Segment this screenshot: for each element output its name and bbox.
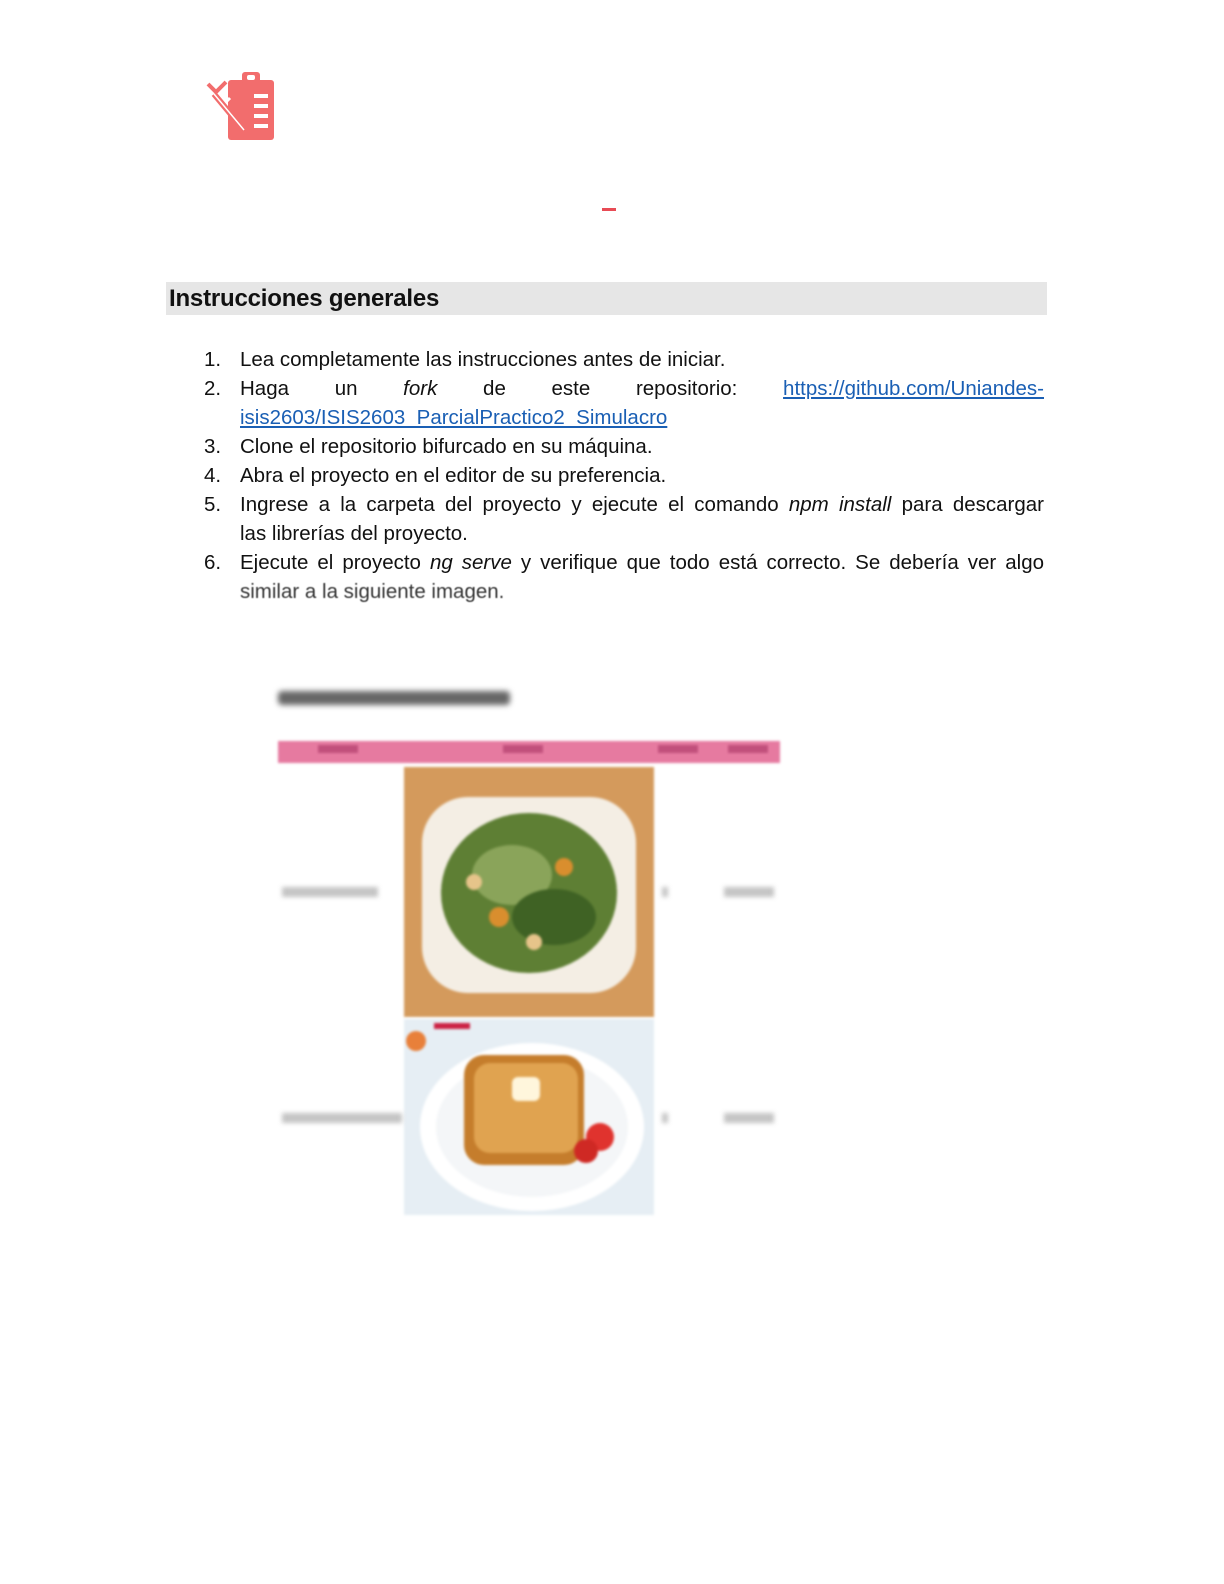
list-item: 6. Ejecute el proyecto ng serve y verifique que todo está correcto. Se debería ver algo similar a la siguiente imagen. <box>196 548 1044 591</box>
step-text: Abra el proyecto en el editor de su preferencia. <box>240 464 667 487</box>
blurred-cell <box>724 1113 774 1123</box>
list-item: 5. Ingrese a la carpeta del proyecto y ejecute el comando npm install para descargar las librerías del proyecto. <box>196 490 1044 548</box>
decorative-dash <box>602 208 616 211</box>
instructions-list <box>196 345 1044 603</box>
section-heading: Instrucciones generales <box>169 285 440 312</box>
list-item: 1. Lea completamente las instrucciones antes de iniciar. <box>204 348 726 371</box>
blurred-table-header <box>278 741 780 763</box>
clipboard-checklist-icon <box>206 70 276 142</box>
blurred-cell <box>724 887 774 897</box>
list-item: 3. Clone el repositorio bifurcado en su máquina. <box>204 435 653 458</box>
blurred-cell <box>662 1113 668 1123</box>
section-heading-bar <box>166 282 1047 315</box>
list-item: 4. Abra el proyecto en el editor de su preferencia. <box>204 464 667 487</box>
repo-link-continued[interactable]: isis2603/ISIS2603_ParcialPractico2_Simulacro <box>240 406 668 429</box>
step-text: Clone el repositorio bifurcado en su máquina. <box>240 435 653 458</box>
salad-image <box>404 767 654 1017</box>
blurred-cell <box>662 887 668 897</box>
step-text-line-cut: similar a la siguiente imagen. <box>240 580 505 603</box>
step-text-line: Ejecute el proyecto ng serve y verifique que todo está correcto. Se debería ver algo <box>240 551 1044 574</box>
blurred-title <box>278 685 518 715</box>
blurred-cell <box>282 1113 402 1123</box>
repo-link[interactable]: https://github.com/Uniandes- <box>783 377 1044 400</box>
blurred-cell <box>282 887 378 897</box>
embedded-app-screenshot <box>278 685 783 1215</box>
step-text-line: Haga un fork de este repositorio: https://github.com/Uniandes- <box>240 377 1044 400</box>
step-text-line: Ingrese a la carpeta del proyecto y ejecute el comando npm install para descargar <box>240 493 1044 516</box>
step-text-line: las librerías del proyecto. <box>240 522 468 545</box>
list-item: 2. Haga un fork de este repositorio: https://github.com/Uniandes- isis2603/ISIS2603_ParcialPractico2_Simulacro <box>196 374 1044 432</box>
step-text: Lea completamente las instrucciones antes de iniciar. <box>240 348 726 371</box>
french-toast-image <box>404 1019 654 1215</box>
